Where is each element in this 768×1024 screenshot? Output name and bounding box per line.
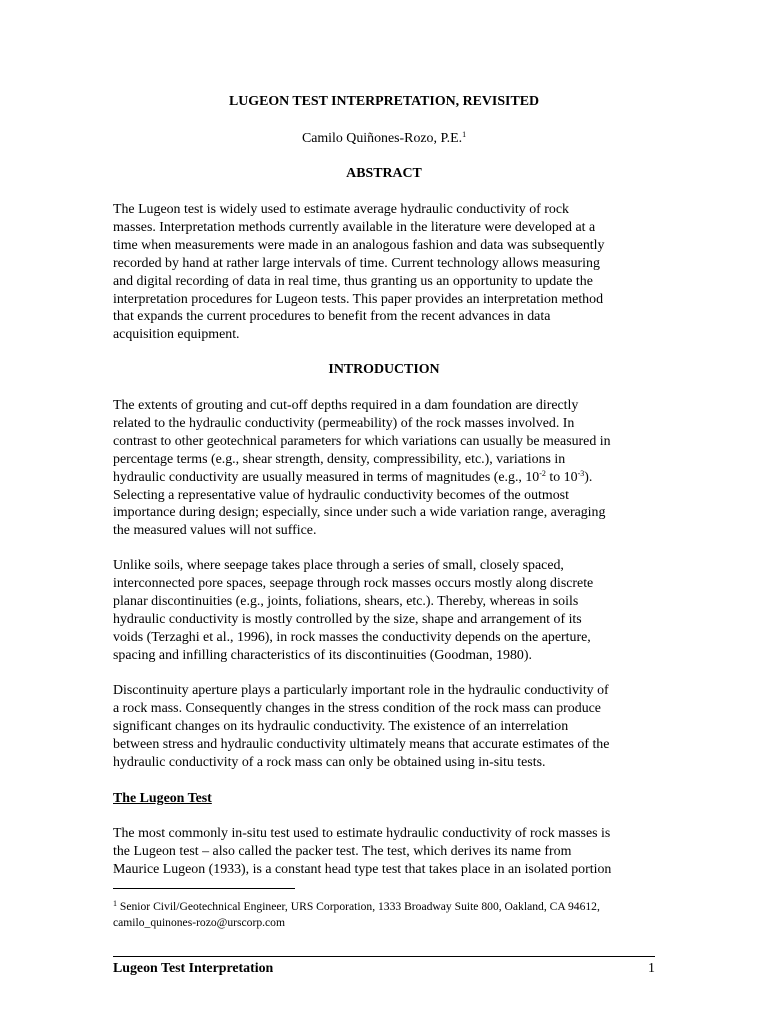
magnitude-exponent-2: -3 bbox=[577, 468, 585, 478]
abstract-paragraph bbox=[113, 201, 655, 344]
intro-line: the measured values will not suffice. bbox=[113, 523, 317, 539]
intro-line: a rock mass. Consequently changes in the stress condition of the rock mass can produce bbox=[113, 700, 601, 716]
intro-line: voids (Terzaghi et al., 1996), in rock masses the conductivity depends on the aperture, bbox=[113, 629, 591, 645]
magnitude-text-after: ). bbox=[584, 469, 593, 485]
abstract-line: and digital recording of data in real time, thus granting us an opportunity to update the bbox=[113, 273, 593, 289]
paper-page bbox=[113, 0, 655, 1024]
intro-line: interconnected pore spaces, seepage through rock masses occurs mostly along discrete bbox=[113, 575, 594, 591]
footer-rule bbox=[113, 956, 655, 957]
intro-line: importance during design; especially, since under such a wide variation range, averaging bbox=[113, 505, 606, 521]
author-footnote-mark: 1 bbox=[462, 130, 467, 139]
page-number: 1 bbox=[648, 961, 655, 976]
lugeon-test-heading: The Lugeon Test bbox=[113, 791, 212, 806]
footnote bbox=[113, 899, 655, 930]
introduction-heading: INTRODUCTION bbox=[328, 362, 440, 377]
abstract-line: acquisition equipment. bbox=[113, 327, 240, 343]
footnote-line-1 bbox=[113, 899, 655, 915]
author-name: Camilo Quiñones-Rozo, P.E. bbox=[301, 131, 463, 146]
abstract-line: recorded by hand at rather large intervals of time. Current technology allows measuring bbox=[113, 255, 600, 271]
magnitude-text-middle: to 10 bbox=[545, 469, 578, 485]
intro-paragraph-3 bbox=[113, 682, 655, 772]
intro-magnitude-line bbox=[113, 469, 655, 487]
intro-paragraph-2 bbox=[113, 557, 655, 664]
intro-line: contrast to other geotechnical parameters for which variations can usually be measured in bbox=[113, 433, 611, 449]
magnitude-text-before: hydraulic conductivity are usually measured in terms of magnitudes (e.g., 10 bbox=[113, 469, 540, 485]
intro-line: between stress and hydraulic conductivity ultimately means that accurate estimates of the bbox=[113, 736, 610, 752]
abstract-line: interpretation procedures for Lugeon tests. This paper provides an interpretation method bbox=[113, 291, 604, 307]
intro-line: hydraulic conductivity is mostly controlled by the size, shape and arrangement of its bbox=[113, 611, 582, 627]
footer-title: Lugeon Test Interpretation bbox=[113, 961, 274, 976]
intro-line: hydraulic conductivity of a rock mass can only be obtained using in-situ tests. bbox=[113, 754, 546, 770]
intro-paragraph-1 bbox=[113, 397, 655, 540]
intro-line: percentage terms (e.g., shear strength, density, compressibility, etc.), variations in bbox=[113, 451, 566, 467]
lugeon-line: The most commonly in-situ test used to estimate hydraulic conductivity of rock masses is bbox=[113, 826, 611, 841]
intro-line: related to the hydraulic conductivity (permeability) of the rock masses involved. In bbox=[113, 415, 575, 431]
intro-line: Discontinuity aperture plays a particularly important role in the hydraulic conductivity of bbox=[113, 683, 609, 698]
lugeon-line: Maurice Lugeon (1933), is a constant head type test that takes place in an isolated portion bbox=[113, 861, 612, 877]
abstract-line: time when measurements were made in an analogous fashion and data was subsequently bbox=[113, 237, 605, 253]
abstract-heading: ABSTRACT bbox=[346, 166, 422, 181]
lugeon-line: the Lugeon test – also called the packer test. The test, which derives its name from bbox=[113, 843, 572, 859]
footnote-rule bbox=[113, 888, 295, 889]
intro-line: Unlike soils, where seepage takes place through a series of small, closely spaced, bbox=[113, 558, 564, 573]
footnote-email: camilo_quinones-rozo@urscorp.com bbox=[113, 915, 285, 929]
intro-line: spacing and infilling characteristics of its discontinuities (Goodman, 1980). bbox=[113, 647, 532, 663]
lugeon-paragraph-1 bbox=[113, 825, 655, 879]
footnote-mark: 1 bbox=[113, 899, 117, 908]
intro-line: planar discontinuities (e.g., joints, foliations, shears, etc.). Thereby, whereas in soils bbox=[113, 593, 579, 609]
footnote-affiliation: Senior Civil/Geotechnical Engineer, URS Corporation, 1333 Broadway Suite 800, Oakland, CA 94612, bbox=[117, 900, 600, 913]
abstract-line: The Lugeon test is widely used to estimate average hydraulic conductivity of rock bbox=[113, 202, 569, 217]
abstract-line: masses. Interpretation methods currently available in the literature were developed at a bbox=[113, 219, 596, 235]
abstract-line: that expands the current procedures to benefit from the recent advances in data bbox=[113, 309, 551, 325]
intro-line: The extents of grouting and cut-off depths required in a dam foundation are directly bbox=[113, 398, 579, 413]
intro-line: significant changes on its hydraulic conductivity. The existence of an interrelation bbox=[113, 718, 569, 734]
author-line bbox=[113, 130, 655, 148]
intro-line: Selecting a representative value of hydraulic conductivity becomes of the outmost bbox=[113, 487, 569, 503]
paper-title: LUGEON TEST INTERPRETATION, REVISITED bbox=[228, 94, 540, 109]
magnitude-exponent-1: -2 bbox=[539, 468, 546, 478]
